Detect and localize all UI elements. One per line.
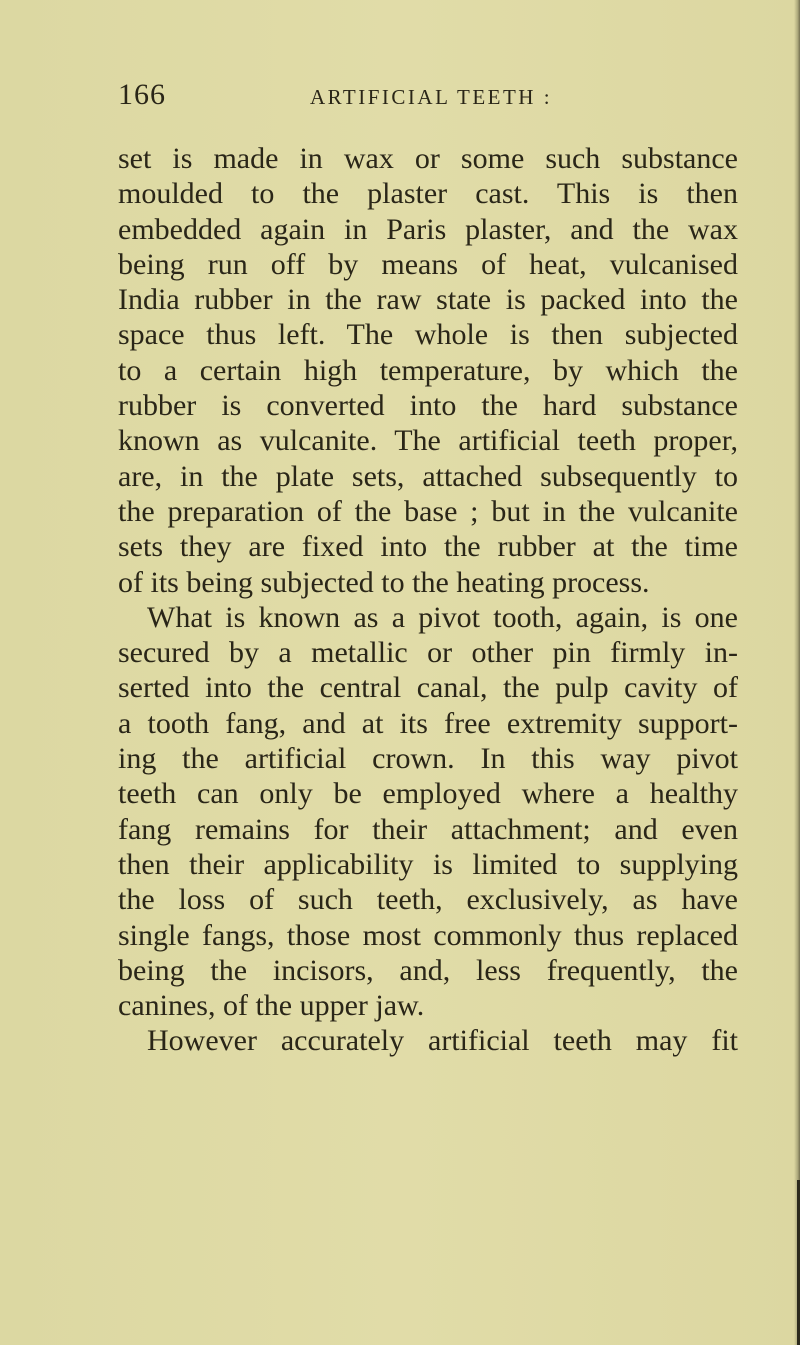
text-line: are, in the plate sets, attached subsequently to	[118, 459, 738, 493]
text-line: the preparation of the base ; but in the vulcanite	[118, 494, 738, 528]
page-edge-shadow	[794, 0, 800, 1345]
text-line: set is made in wax or some such substance	[118, 142, 738, 175]
text-line: being run off by means of heat, vulcanised	[118, 247, 738, 281]
running-head: ARTIFICIAL TEETH :	[310, 85, 553, 109]
text-line: canines, of the upper jaw.	[118, 989, 425, 1023]
text-line: the loss of such teeth, exclusively, as have	[118, 883, 738, 917]
text-line: serted into the central canal, the pulp cavity of	[118, 671, 738, 705]
text-line: However accurately artificial teeth may fit	[147, 1024, 738, 1058]
text-line: being the incisors, and, less frequently, the	[118, 953, 738, 987]
text-line: India rubber in the raw state is packed into the	[118, 283, 738, 317]
text-line: sets they are fixed into the rubber at the time	[118, 530, 738, 564]
text-line: embedded again in Paris plaster, and the wax	[118, 212, 738, 246]
text-line: rubber is converted into the hard substance	[118, 389, 738, 423]
text-line: secured by a metallic or other pin firmly in-	[118, 636, 738, 670]
text-line: of its being subjected to the heating process.	[118, 565, 650, 599]
body-text	[118, 141, 738, 1059]
text-line: single fangs, those most commonly thus replaced	[118, 918, 738, 952]
text-line: ing the artificial crown. In this way pivot	[118, 742, 738, 776]
text-line: a tooth fang, and at its free extremity support-	[118, 706, 738, 740]
text-line: moulded to the plaster cast. This is then	[118, 177, 738, 211]
text-line: teeth can only be employed where a healthy	[118, 777, 738, 811]
text-line: to a certain high temperature, by which the	[118, 353, 738, 387]
page-header	[118, 78, 738, 118]
text-line: space thus left. The whole is then subjected	[118, 318, 738, 352]
text-line: then their applicability is limited to supplying	[118, 847, 738, 881]
text-line: What is known as a pivot tooth, again, is one	[147, 600, 738, 634]
text-line: fang remains for their attachment; and even	[118, 812, 738, 846]
page-number: 166	[118, 78, 166, 111]
text-line: known as vulcanite. The artificial teeth proper,	[118, 424, 738, 458]
